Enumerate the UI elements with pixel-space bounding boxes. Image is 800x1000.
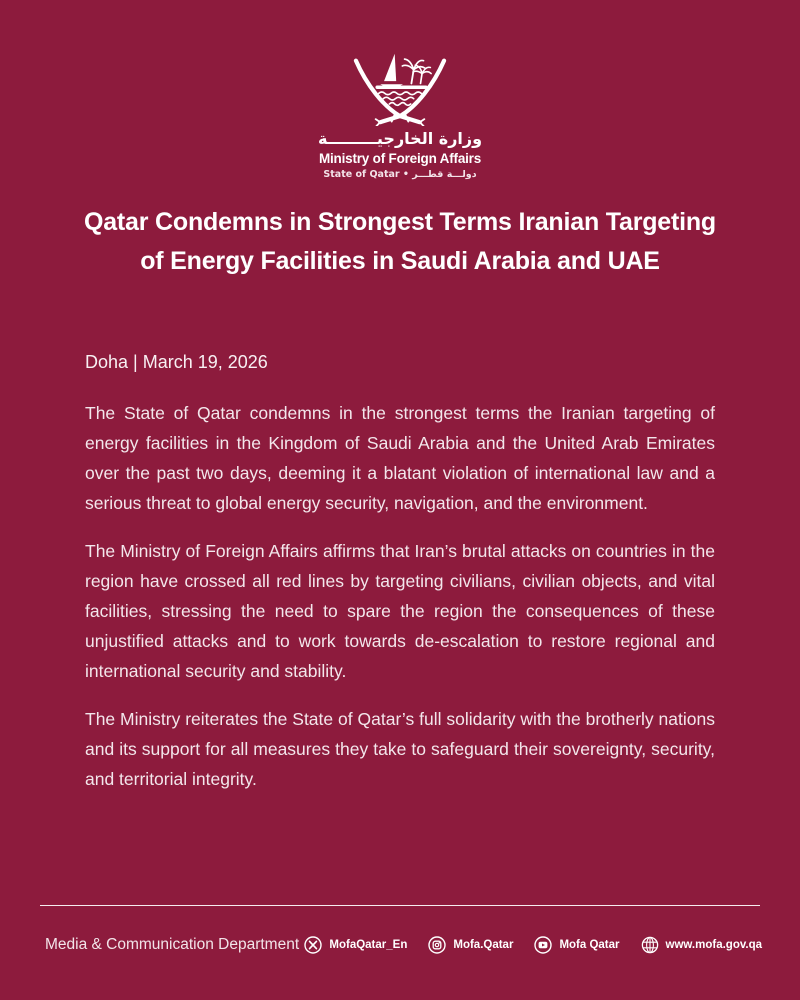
department-label: Media & Communication Department xyxy=(45,936,300,953)
social-handle: Mofa.Qatar xyxy=(453,939,514,951)
social-link-website[interactable] xyxy=(641,936,762,954)
social-link-youtube[interactable] xyxy=(534,936,619,954)
statement-paragraph: The Ministry of Foreign Affairs affirms that Iran’s brutal attacks on countries in the region have crossed all red lines by targeting civilians, civilian objects, and vital facilities, stressing the need to spare the region the consequences of these unjustified attacks and to work towards de-escalation to restore regional and international security and stability. xyxy=(85,541,715,681)
instagram-icon xyxy=(428,936,446,954)
statement-title: Qatar Condemns in Strongest Terms Iranian Targeting of Energy Facilities in Saudi Arabia and UAE xyxy=(83,208,717,275)
dateline: Doha | March 19, 2026 xyxy=(85,352,268,372)
website-url: www.mofa.gov.qa xyxy=(665,939,762,951)
statement-paragraph: The Ministry reiterates the State of Qatar’s full solidarity with the brotherly nations and its support for all measures they take to safeguard their sovereignty, security, and territorial integrity. xyxy=(85,709,715,789)
globe-icon xyxy=(641,936,659,954)
social-handle: Mofa Qatar xyxy=(559,939,620,951)
social-link-x[interactable] xyxy=(304,936,407,954)
statement-paragraph: The State of Qatar condemns in the strongest terms the Iranian targeting of energy facilities in the Kingdom of Saudi Arabia and the United Arab Emirates over the past two days, deeming it a blatant violation of international law and a serious threat to global energy security, navigation, and the environment. xyxy=(85,403,715,513)
ministry-arabic-title: وزارة الخارجيـــــــــة xyxy=(317,129,483,148)
youtube-icon xyxy=(534,936,552,954)
social-links xyxy=(304,936,762,954)
ministry-name: Ministry of Foreign Affairs xyxy=(318,151,482,166)
social-link-instagram[interactable] xyxy=(428,936,513,954)
qatar-mofa-emblem-icon xyxy=(336,50,464,126)
x-icon xyxy=(304,936,322,954)
statement-body xyxy=(85,352,715,812)
header xyxy=(0,50,800,180)
social-handle: MofaQatar_En xyxy=(329,939,408,951)
footer xyxy=(45,936,762,954)
footer-divider xyxy=(40,905,760,906)
state-of-qatar-line: State of Qatar • دولـــة قطـــر xyxy=(323,169,477,180)
